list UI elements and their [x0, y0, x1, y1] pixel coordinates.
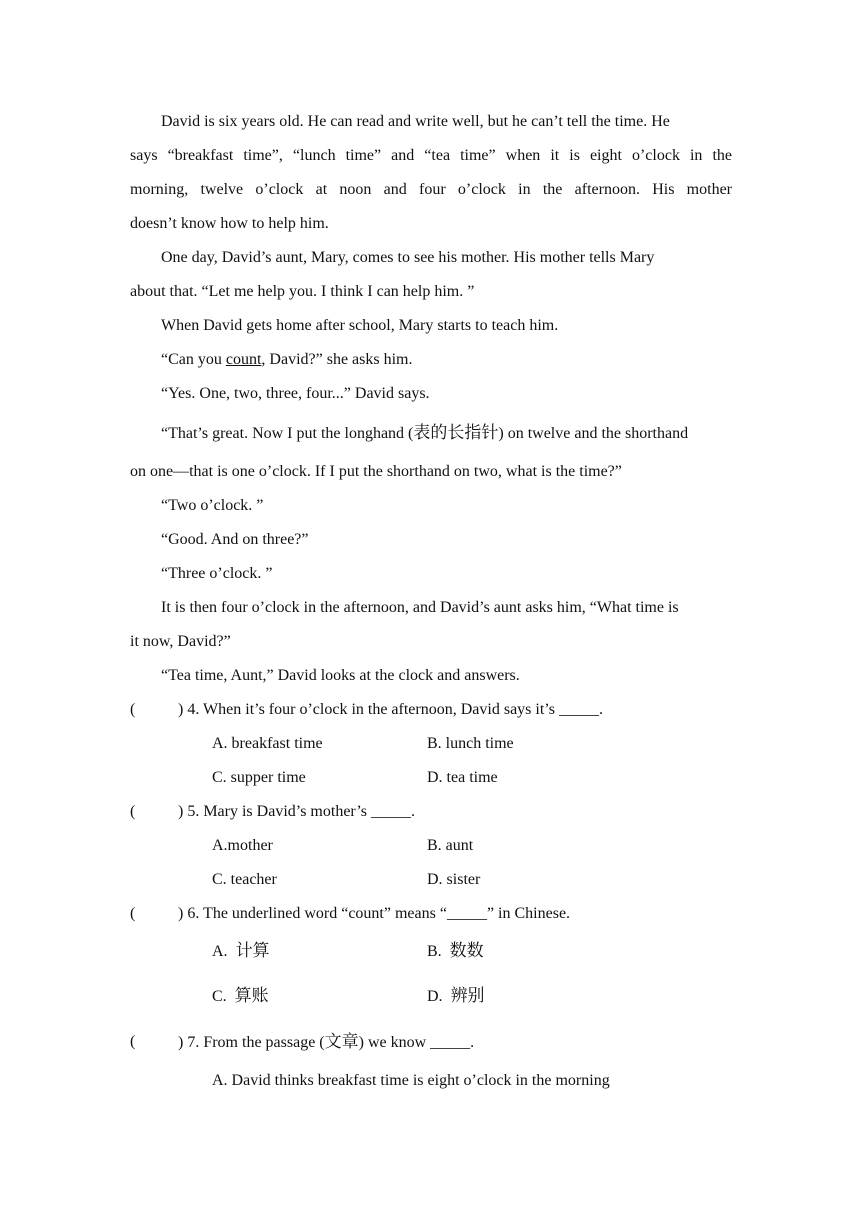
- passage-line: David is six years old. He can read and write well, but he can’t tell the time. He: [161, 113, 670, 130]
- option-letter: C.: [212, 988, 227, 1005]
- question-6: ) 6. The underlined word “count” means “_____” in Chinese.: [178, 905, 571, 922]
- passage-line: says “breakfast time”, “lunch time” and “tea time” when it is eight o’clock in the: [130, 147, 732, 164]
- passage-line: [161, 349, 413, 371]
- option-a: A. David thinks breakfast time is eight o’clock in the morning: [212, 1072, 610, 1089]
- question-7: [178, 1031, 474, 1054]
- option-b: B. aunt: [427, 837, 474, 854]
- option-a: [212, 940, 270, 963]
- question-4: ) 4. When it’s four o’clock in the afternoon, David says it’s _____.: [178, 701, 603, 718]
- passage-line: “Three o’clock. ”: [161, 565, 273, 582]
- option-c: C. supper time: [212, 769, 306, 786]
- option-b: B. lunch time: [427, 735, 514, 752]
- option-c: C. teacher: [212, 871, 277, 888]
- passage-line: It is then four o’clock in the afternoon, and David’s aunt asks him, “What time is: [161, 599, 679, 616]
- passage-line: “Good. And on three?”: [161, 531, 309, 548]
- option-b: [427, 940, 484, 963]
- answer-paren: (: [130, 905, 136, 922]
- passage-text: “Can you: [161, 351, 226, 368]
- question-text: ) 7. From the passage (: [178, 1034, 325, 1051]
- passage-line: it now, David?”: [130, 633, 231, 650]
- option-letter: A.: [212, 943, 228, 960]
- answer-paren: (: [130, 803, 136, 820]
- passage-line: One day, David’s aunt, Mary, comes to see his mother. His mother tells Mary: [161, 249, 655, 266]
- chinese-gloss: 文章: [324, 1032, 359, 1052]
- passage-line: about that. “Let me help you. I think I can help him. ”: [130, 283, 475, 300]
- passage-text: ) on twelve and the shorthand: [498, 425, 689, 442]
- passage-line: on one—that is one o’clock. If I put the shorthand on two, what is the time?”: [130, 463, 622, 480]
- passage-line: [161, 422, 688, 445]
- option-d: [427, 985, 485, 1008]
- option-a: A. breakfast time: [212, 735, 323, 752]
- option-chinese: 数数: [449, 941, 484, 961]
- chinese-gloss: 表的长指针: [413, 423, 499, 443]
- option-d: D. tea time: [427, 769, 498, 786]
- answer-paren: (: [130, 701, 136, 718]
- passage-line: “Two o’clock. ”: [161, 497, 264, 514]
- question-5: ) 5. Mary is David’s mother’s _____.: [178, 803, 416, 820]
- passage-line: “Tea time, Aunt,” David looks at the clock and answers.: [161, 667, 520, 684]
- option-c: [212, 985, 269, 1008]
- passage-text: , David?” she asks him.: [261, 351, 413, 368]
- option-a: A.mother: [212, 837, 273, 854]
- passage-line: When David gets home after school, Mary starts to teach him.: [161, 317, 559, 334]
- question-text: ) we know _____.: [358, 1034, 475, 1051]
- option-chinese: 计算: [235, 941, 270, 961]
- passage-line: doesn’t know how to help him.: [130, 215, 329, 232]
- option-letter: D.: [427, 988, 443, 1005]
- option-chinese: 算账: [234, 986, 269, 1006]
- answer-paren: (: [130, 1033, 136, 1050]
- underlined-word-count: count: [225, 351, 262, 368]
- passage-line: morning, twelve o’clock at noon and four o’clock in the afternoon. His mother: [130, 181, 732, 198]
- passage-line: “Yes. One, two, three, four...” David says.: [161, 385, 430, 402]
- option-chinese: 辨别: [450, 986, 485, 1006]
- option-letter: B.: [427, 943, 442, 960]
- passage-text: “That’s great. Now I put the longhand (: [161, 425, 414, 442]
- option-d: D. sister: [427, 871, 481, 888]
